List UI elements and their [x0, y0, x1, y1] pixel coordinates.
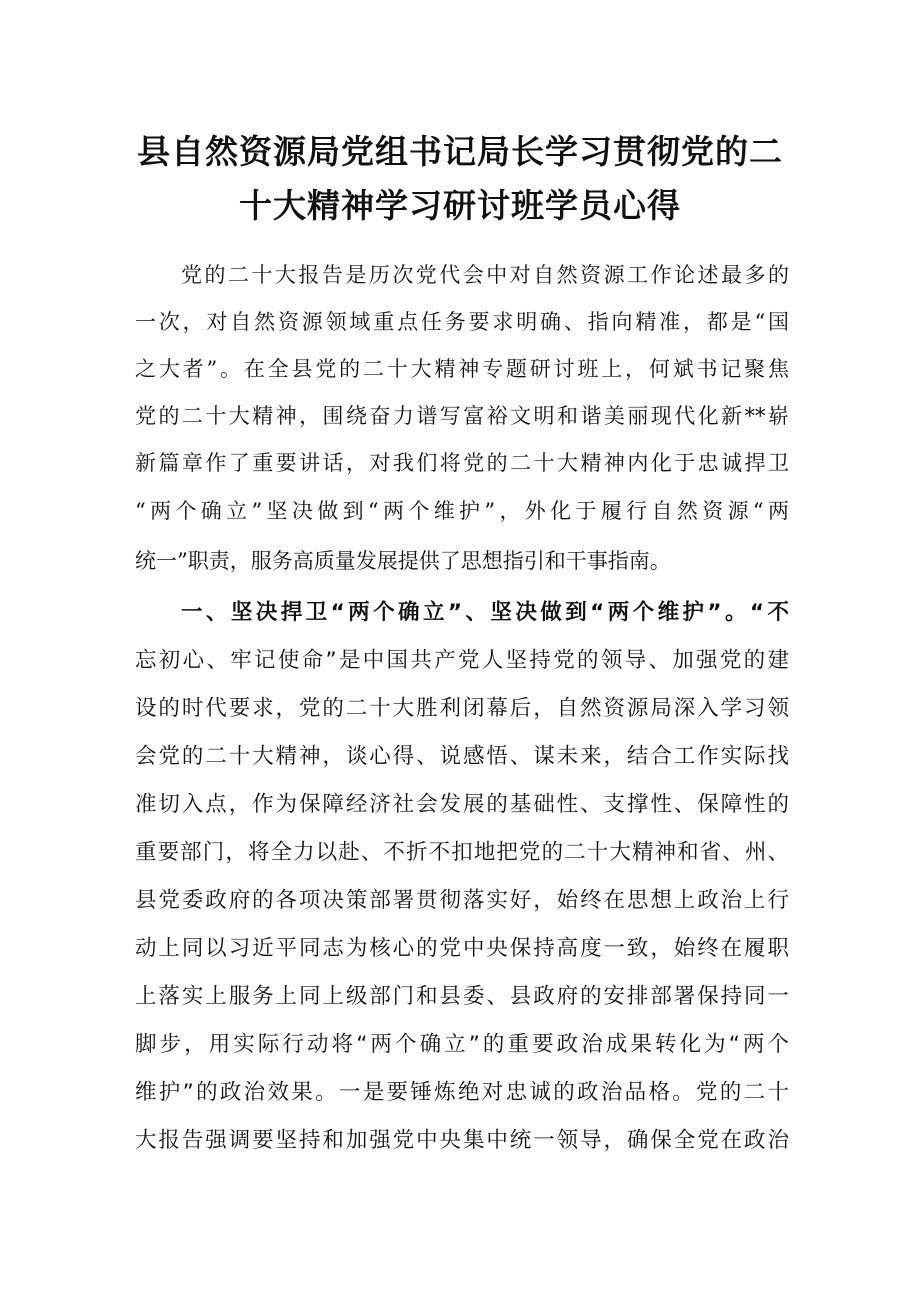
paragraph-2-line: 维护”的政治效果。一是要锤炼绝对忠诚的政治品格。党的二十: [135, 1080, 789, 1105]
paragraph-2-line: 脚步，用实际行动将“两个确立”的重要政治成果转化为“两个: [135, 1032, 789, 1057]
paragraph-2-heading-line: 一、坚决捍卫“两个确立”、坚决做到“两个维护”。“不: [181, 600, 789, 625]
paragraph-2-line: 准切入点，作为保障经济社会发展的基础性、支撑性、保障性的: [135, 792, 789, 817]
paragraph-1-line: “两个确立”坚决做到“两个维护”，外化于履行自然资源“两: [135, 499, 789, 523]
paragraph-1-line: 一次，对自然资源领域重点任务要求明确、指向精准，都是“国: [135, 310, 789, 334]
paragraph-2-line: 设的时代要求，党的二十大胜利闭幕后，自然资源局深入学习领: [135, 696, 789, 721]
document-title-line-2: 十大精神学习研讨班学员心得: [239, 186, 681, 225]
paragraph-2-line: 县党委政府的各项决策部署贯彻落实好，始终在思想上政治上行: [135, 888, 789, 913]
paragraph-1-line: 新篇章作了重要讲话，对我们将党的二十大精神内化于忠诚捍卫: [135, 451, 789, 475]
paragraph-2-line: 动上同以习近平同志为核心的党中央保持高度一致，始终在履职: [135, 936, 789, 961]
document-title-line-1: 县自然资源局党组书记局长学习贯彻党的二: [137, 132, 783, 171]
paragraph-1-line: 统一”职责，服务高质量发展提供了思想指引和干事指南。: [135, 549, 671, 573]
paragraph-2-line: 大报告强调要坚持和加强党中央集中统一领导，确保全党在政治: [135, 1128, 789, 1153]
paragraph-1-line: 党的二十大精神，围绕奋力谱写富裕文明和谐美丽现代化新**崭: [135, 404, 789, 428]
paragraph-2-line: 会党的二十大精神，谈心得、说感悟、谋未来，结合工作实际找: [135, 744, 789, 769]
paragraph-1-line: 党的二十大报告是历次党代会中对自然资源工作论述最多的: [181, 263, 789, 287]
paragraph-2-line: 忘初心、牢记使命”是中国共产党人坚持党的领导、加强党的建: [135, 648, 789, 673]
paragraph-2-line: 重要部门，将全力以赴、不折不扣地把党的二十大精神和省、州、: [135, 840, 789, 865]
paragraph-2-line: 上落实上服务上同上级部门和县委、县政府的安排部署保持同一: [135, 984, 789, 1009]
paragraph-1-line: 之大者”。在全县党的二十大精神专题研讨班上，何斌书记聚焦: [135, 357, 789, 381]
